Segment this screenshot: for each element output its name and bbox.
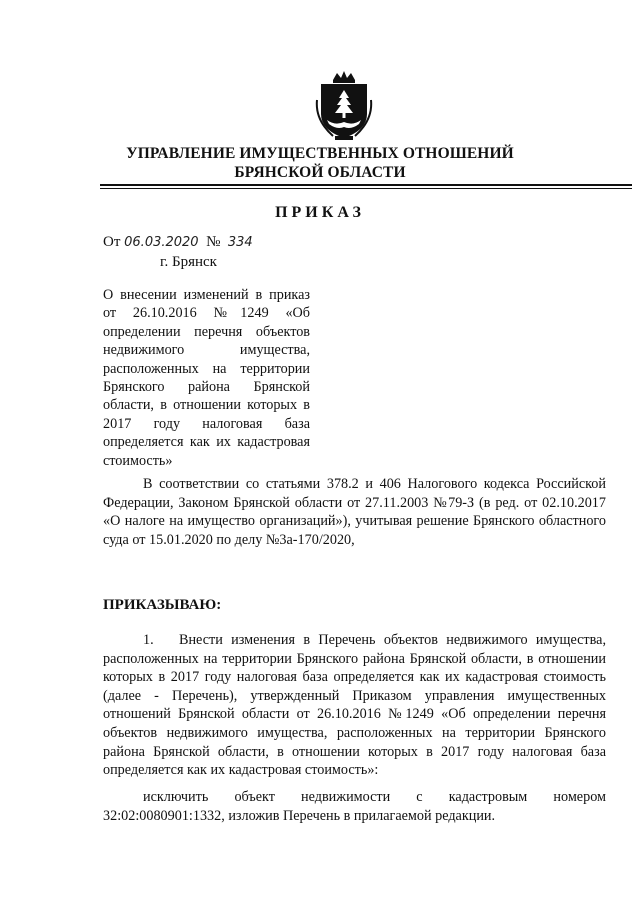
handwritten-number: 334 — [227, 235, 253, 250]
order-word: ПРИКАЗЫВАЮ: — [103, 597, 222, 613]
city: г. Брянск — [160, 254, 217, 270]
document-title: ПРИКАЗ — [275, 204, 365, 221]
organization-name-line1: УПРАВЛЕНИЕ ИМУЩЕСТВЕННЫХ ОТНОШЕНИЙ — [126, 145, 514, 162]
date-prefix: От — [103, 234, 121, 250]
header-divider-thin — [100, 188, 632, 189]
date-number-line — [103, 234, 253, 251]
document-subject: О внесении изменений в приказ от 26.10.2016 №1249 «Об определении перечня объектов недвижимого имущества, расположенных на территории Брянского района Брянской области, в отношении которых в 2017 году налоговая база определяется как их кадастровая стоимость» — [103, 287, 310, 469]
handwritten-date: 06.03.2020 — [124, 235, 199, 250]
coat-of-arms-icon — [313, 70, 375, 142]
organization-name-line2: БРЯНСКОЙ ОБЛАСТИ — [234, 164, 406, 181]
number-prefix: № — [206, 234, 221, 250]
item-1-paragraph — [103, 631, 606, 780]
item-1-text: Внести изменения в Перечень объектов недвижимого имущества, расположенных на территории Брянского района Брянской области, в отношении которых в 2017 году налоговая база определяется как их кадастровая стоимость (далее - Перечень), утвержденный Приказом управления имущественных отношений Брянской области от 26.10.2016 №1249 «Об определении перечня объектов недвижимого имущества, расположенных на территории Брянского района Брянской области, в отношении которых в 2017 году налоговая база определяется как их кадастровая стоимость»: — [103, 632, 606, 779]
item-1-number: 1. — [143, 632, 154, 648]
item-1-action-paragraph: исключить объект недвижимости с кадастровым номером 32:02:0080901:1332, изложив Перечень в прилагаемой редакции. — [103, 789, 606, 824]
header-divider — [100, 184, 632, 186]
preamble-paragraph: В соответствии со статьями 378.2 и 406 Налогового кодекса Российской Федерации, Законом Брянской области от 27.11.2003 №79-З (в ред. от 02.10.2017 «О налоге на имущество организаций»), учитывая решение Брянского областного суда от 15.01.2020 по делу №3а-170/2020, — [103, 476, 606, 548]
